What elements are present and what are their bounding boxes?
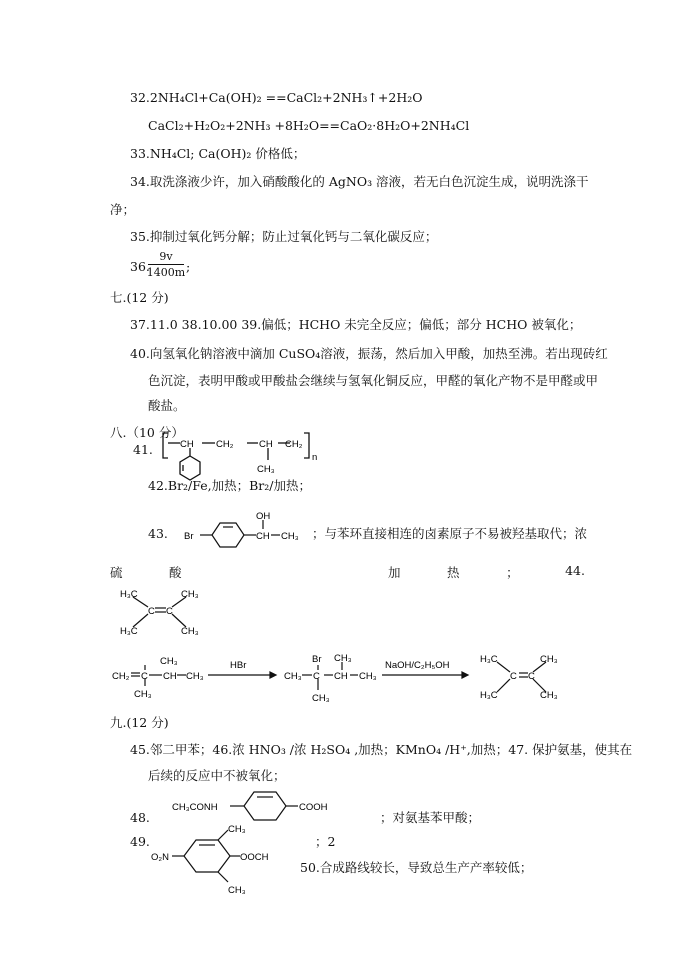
- q32-line2: CaCl₂+H₂O₂+2NH₃ +8H₂O==CaO₂·8H₂O+2NH₄Cl: [148, 118, 470, 133]
- q44-c1: C: [148, 606, 155, 617]
- q44-ch3-b: CH₃: [181, 626, 199, 637]
- q44-c2: C: [166, 606, 173, 617]
- q44-int-ch: CH: [334, 671, 348, 682]
- section-9-heading: 九.(12 分): [110, 715, 169, 730]
- q43-word-2: 酸: [169, 565, 182, 580]
- q45-47-line2: 后续的反应中不被氧化；: [148, 768, 286, 783]
- q36-numerator: 9v: [159, 250, 173, 263]
- q44-int-c: C: [313, 671, 320, 682]
- q48-text: ；对氨基苯甲酸；: [380, 810, 481, 825]
- q43-ch3: CH₃: [281, 531, 299, 542]
- q43-text: ；与苯环直接相连的卤素原子不易被羟基取代；浓: [312, 526, 588, 541]
- q44-int-ch3-left: CH₃: [284, 671, 302, 682]
- q49-structure: [172, 830, 240, 882]
- section-7-heading: 七.(12 分): [110, 290, 169, 305]
- q48-structure: [230, 792, 298, 820]
- q32-line1: 32.2NH₄Cl+Ca(OH)₂ ==CaCl₂+2NH₃↑+2H₂O: [130, 90, 423, 105]
- q45-47-line1: 45.邻二甲苯；46.浓 HNO₃ /浓 H₂SO₄ ,加热；KMnO₄ /H⁺,加热；47. 保护氨基，使其在: [130, 742, 633, 757]
- q43-word-1: 硫: [110, 565, 123, 580]
- q49-ch3-bot: CH₃: [228, 885, 246, 896]
- q43-word-4: 热: [447, 565, 460, 580]
- q44-reactant-ch3-end: CH₃: [186, 671, 204, 682]
- q44-h3c-b: H₃C: [120, 626, 138, 637]
- q36-suffix: ;: [186, 259, 191, 274]
- q41-right-bracket: [304, 433, 309, 458]
- q41-ch1: CH: [180, 439, 194, 450]
- q44-prod-h3c-b: H₃C: [480, 690, 498, 701]
- q44-prod-ch3-a: CH₃: [540, 654, 558, 665]
- q44-reactant-ch3-top: CH₃: [160, 656, 178, 667]
- q44-int-ch3-end: CH₃: [359, 671, 377, 682]
- q49-no2: O₂N: [151, 852, 169, 863]
- q33: 33.NH₄Cl; Ca(OH)₂ 价格低；: [130, 146, 306, 161]
- q41-n: n: [312, 452, 318, 463]
- q49-ch3-top: CH₃: [228, 824, 246, 835]
- q44-int-br: Br: [312, 654, 322, 665]
- q41-ch4: CH₂: [285, 439, 303, 450]
- q48-left-group: CH₃CONH: [172, 802, 218, 813]
- q48-number: 48.: [130, 810, 150, 825]
- q48-benzene-ring: [244, 792, 286, 820]
- q44-prod-c2: C: [528, 671, 535, 682]
- q40-line3: 酸盐。: [148, 398, 186, 413]
- q34-line1: 34.取洗涤液少许，加入硝酸酸化的 AgNO₃ 溶液，若无白色沉淀生成，说明洗涤干: [130, 174, 589, 189]
- q44-reactant-ch2: CH₂: [112, 671, 130, 682]
- q43-ch: CH: [256, 531, 270, 542]
- q42: 42.Br₂/Fe,加热；Br₂/加热；: [148, 478, 312, 493]
- q44-reactant-ch3-bot: CH₃: [134, 689, 152, 700]
- q41-left-bracket: [163, 433, 168, 458]
- q50: 50.合成路线较长，导致总生产产率较低；: [300, 860, 533, 875]
- q43-br: Br: [184, 531, 194, 542]
- q44-prod-h3c-a: H₃C: [480, 654, 498, 665]
- q44-int-ch3-top: CH₃: [334, 653, 352, 664]
- q40-line1: 40.向氢氧化钠溶液中滴加 CuSO₄溶液，振荡，然后加入甲酸，加热至沸。若出现砖红: [130, 346, 608, 361]
- q44-prod-ch3-b: CH₃: [540, 690, 558, 701]
- q36-prefix: 36.: [130, 259, 150, 274]
- q49-number: 49.: [130, 834, 150, 849]
- q34-line2: 净；: [110, 202, 136, 217]
- q44-ch3-a: CH₃: [181, 589, 199, 600]
- q44-reactant-c: C: [141, 671, 148, 682]
- q37-39: 37.11.0 38.10.00 39.偏低；HCHO 未完全反应；偏低；部分 HCHO 被氧化；: [130, 317, 582, 332]
- q43-word-5: ；: [506, 565, 519, 580]
- q44-reactant-ch: CH: [163, 671, 177, 682]
- q44-number: 44.: [565, 563, 585, 578]
- q36-denominator: 1400m: [146, 266, 186, 279]
- q44-prod-c1: C: [510, 671, 517, 682]
- section-8-heading: 八.（10 分）: [110, 425, 184, 440]
- q41-number: 41.: [133, 442, 153, 457]
- q35: 35.抑制过氧化钙分解；防止过氧化钙与二氧化碳反应；: [130, 229, 438, 244]
- q41-ch3: CH: [259, 439, 273, 450]
- q43-word-3: 加: [388, 565, 401, 580]
- q44-alkene-structure: [133, 597, 186, 627]
- q49-ooch: OOCH: [240, 852, 269, 863]
- q41-methyl: CH₃: [257, 464, 275, 475]
- q44-reagent-hbr: HBr: [230, 660, 247, 671]
- q49-ratio: ；2: [315, 834, 336, 849]
- q43-number: 43.: [148, 526, 168, 541]
- q44-int-ch3-bot: CH₃: [312, 693, 330, 704]
- q48-right-group: COOH: [299, 802, 328, 813]
- q44-reagent-naoh: NaOH/C₂H₅OH: [385, 660, 450, 671]
- q43-justified-line: [110, 563, 585, 581]
- q40-line2: 色沉淀，表明甲酸或甲酸盐会继续与氢氧化铜反应，甲醛的氧化产物不是甲醛或甲: [148, 373, 599, 388]
- q44-h3c-a: H₃C: [120, 589, 138, 600]
- q43-oh: OH: [256, 511, 271, 522]
- q41-ch2: CH₂: [216, 439, 234, 450]
